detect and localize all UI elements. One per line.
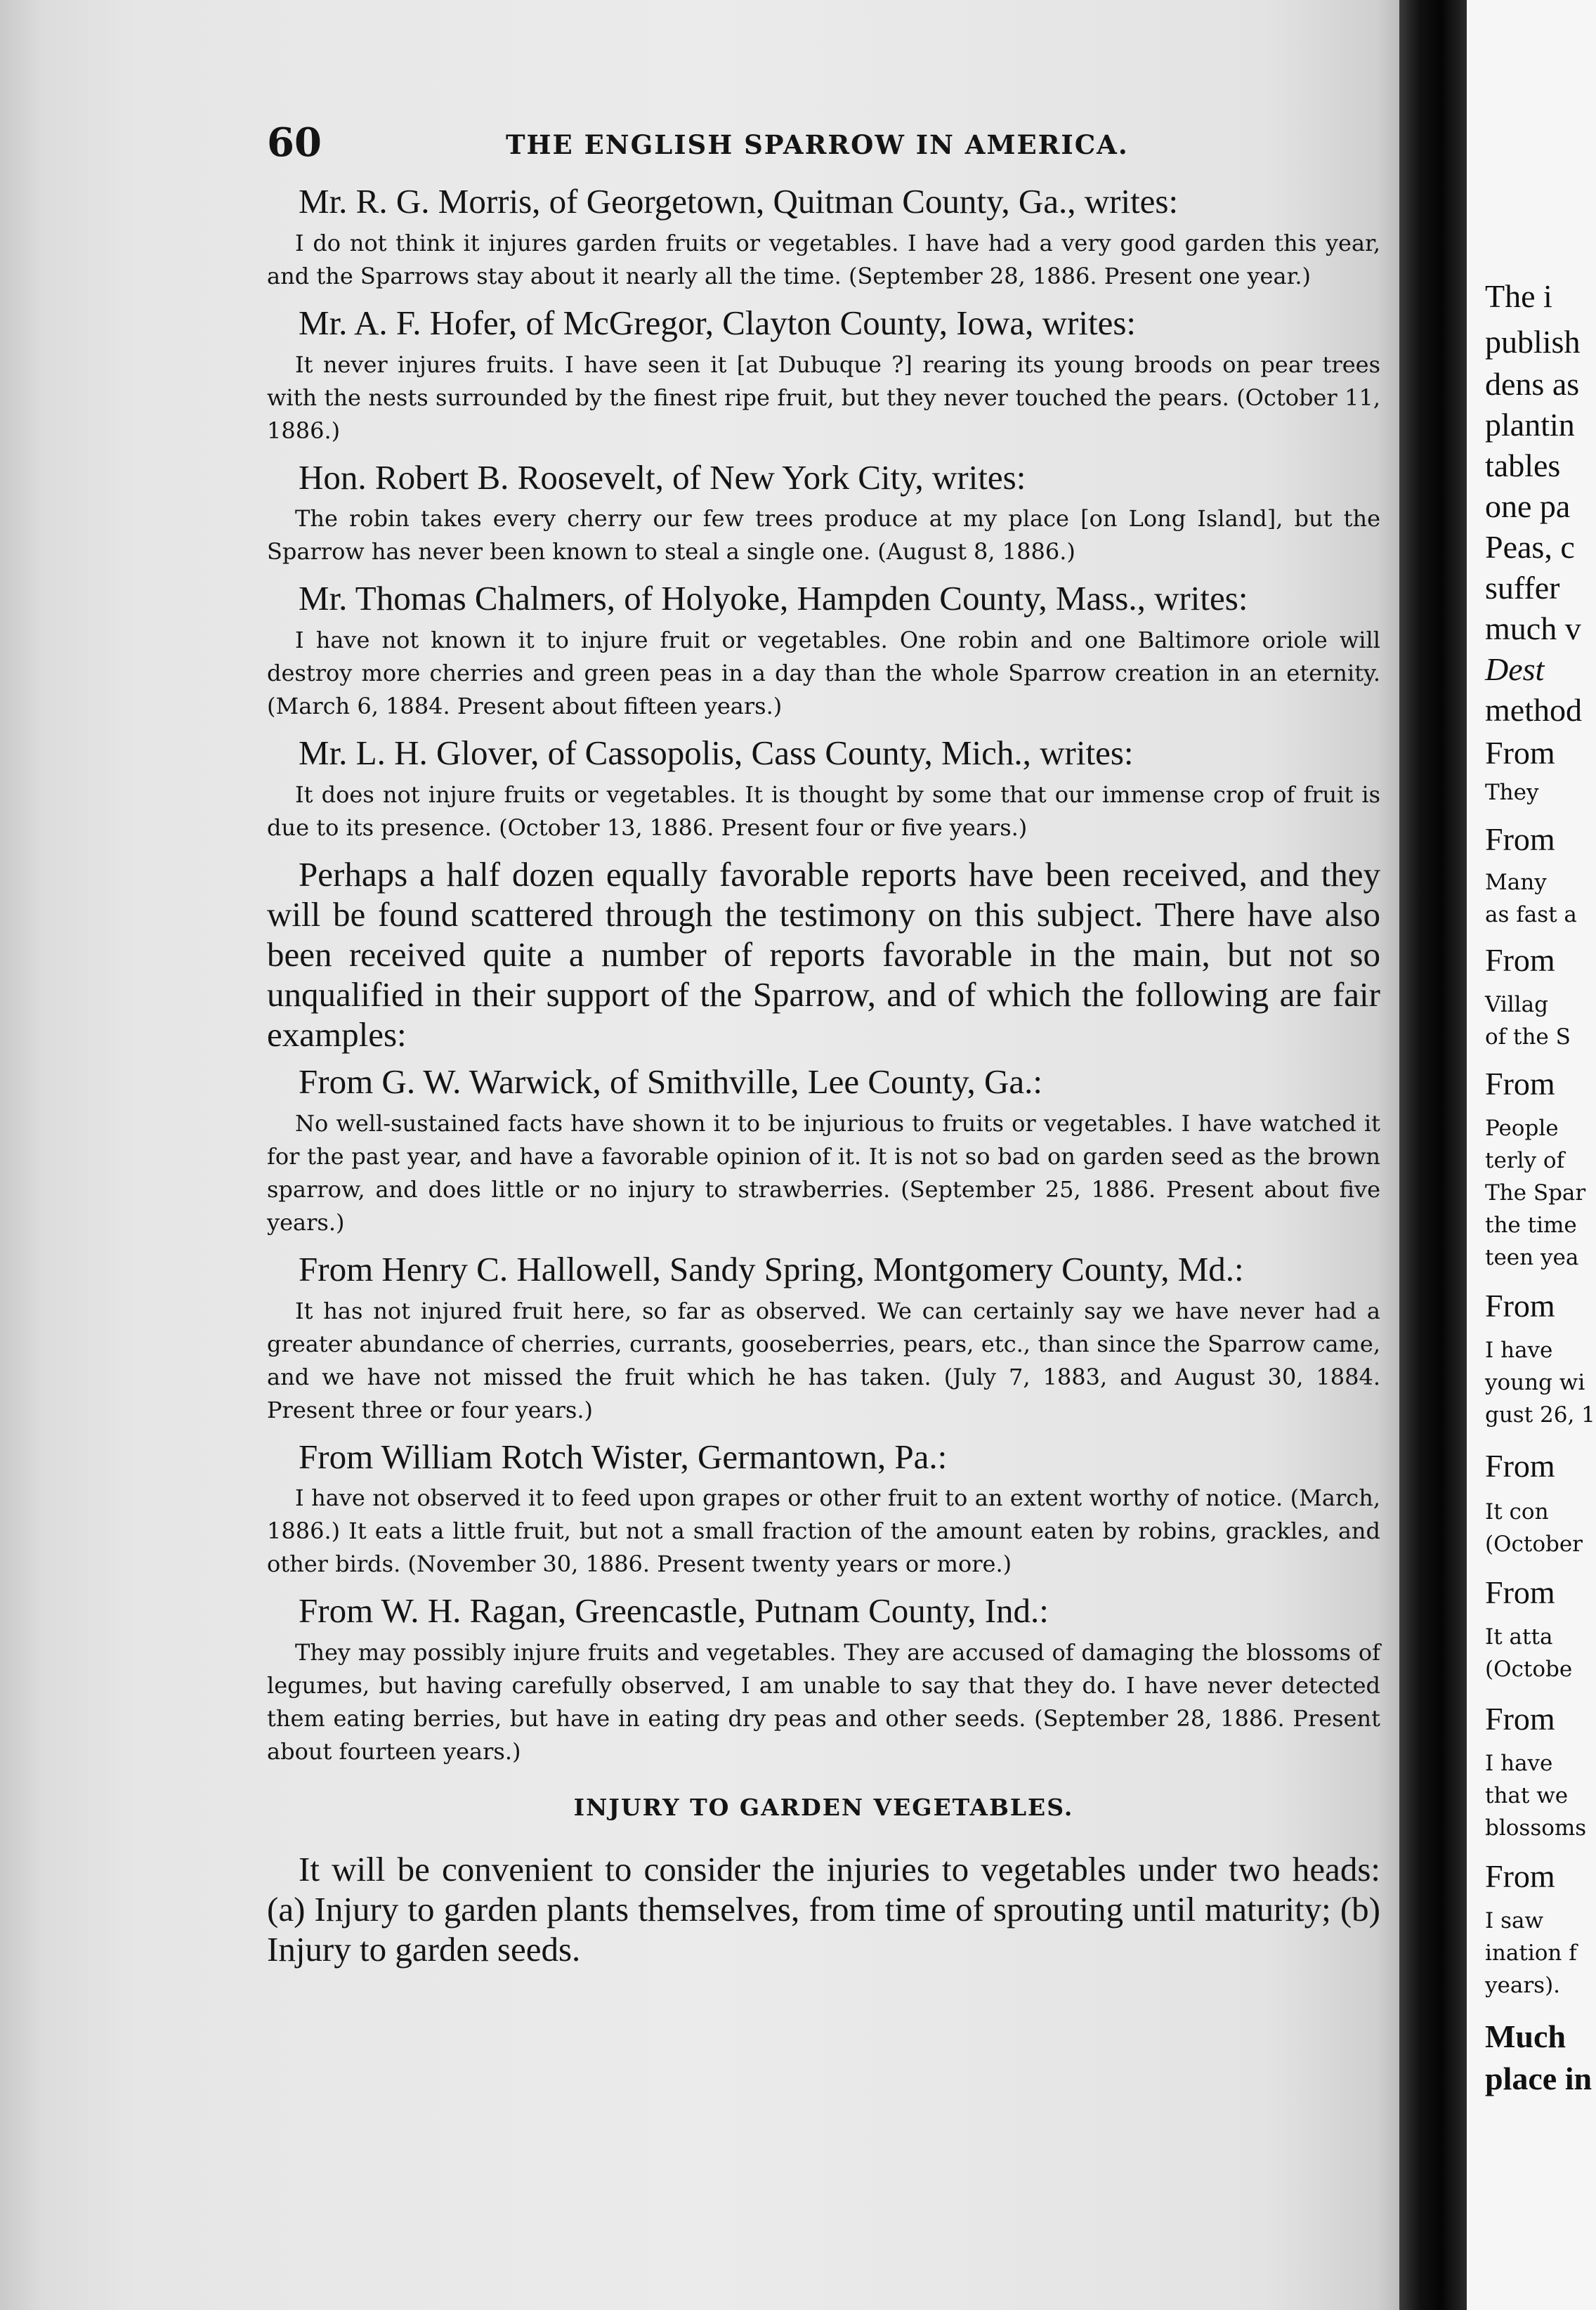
facing-page-fragment: From xyxy=(1485,821,1555,857)
correspondent-line: Hon. Robert B. Roosevelt, of New York City, writes: xyxy=(299,457,1026,497)
facing-page-fragment: plantin xyxy=(1485,407,1575,443)
facing-page-fragment: From xyxy=(1485,1701,1555,1737)
correspondent-line: Mr. A. F. Hofer, of McGregor, Clayton County, Iowa, writes: xyxy=(299,303,1137,342)
page-header xyxy=(267,119,1380,176)
correspondent-line: From Henry C. Hallowell, Sandy Spring, Montgomery County, Md.: xyxy=(299,1249,1244,1288)
facing-page-fragment: blossoms xyxy=(1485,1815,1587,1841)
report-quote: I have not observed it to feed upon grapes or other fruit to an extent worthy of notice. (March, 1886.) It eats a little fruit, but not a small fraction of the amount eaten by robins, grackles, and other birds. (November 30, 1886. Present twenty years or more.) xyxy=(267,1484,1380,1578)
favorable-report xyxy=(267,733,1380,844)
facing-page-fragment: From xyxy=(1485,1288,1555,1324)
report-quote: The robin takes every cherry our few trees produce at my place [on Long Island], but the Sparrow has never been known to steal a single one. (August 8, 1886.) xyxy=(267,505,1380,566)
facing-page-fragment: of the S xyxy=(1485,1024,1571,1050)
book-gutter xyxy=(1399,0,1467,2310)
facing-page-fragment: that we xyxy=(1485,1783,1569,1808)
facing-page-fragment: teen yea xyxy=(1485,1245,1579,1270)
qualified-report xyxy=(267,1591,1380,1768)
report-quote: It has not injured fruit here, so far as observed. We can certainly say we have never had a greater abundance of cherries, currants, gooseberries, pears, etc., than since the Sparrow came, and we have not missed the fruit which he has taken. (July 7, 1883, and August 30, 1884. Present three or four years.) xyxy=(267,1297,1380,1423)
qualified-report xyxy=(267,1249,1380,1427)
correspondent-line: Mr. L. H. Glover, of Cassopolis, Cass County, Mich., writes: xyxy=(299,733,1134,773)
report-quote: I do not think it injures garden fruits or vegetables. I have had a very good garden this year, and the Sparrows stay about it nearly all the time. (September 28, 1886. Present one year.) xyxy=(267,229,1380,289)
closing-paragraph: It will be convenient to consider the injuries to vegetables under two heads: (a) Injury to garden plants themselves, from time of sprouting until maturity; (b) Injury to garden seeds. xyxy=(267,1850,1380,1969)
facing-page-fragment: (Octobe xyxy=(1485,1657,1573,1682)
facing-page-fragment: one pa xyxy=(1485,488,1571,524)
facing-page-fragment: They xyxy=(1485,780,1539,805)
qualified-report xyxy=(267,1437,1380,1581)
facing-page-fragment: Much xyxy=(1485,2018,1566,2054)
correspondent-line: From W. H. Ragan, Greencastle, Putnam County, Ind.: xyxy=(299,1591,1049,1631)
facing-page-fragment: I saw xyxy=(1485,1908,1544,1933)
facing-page-fragment: From xyxy=(1485,735,1555,771)
report-quote: It never injures fruits. I have seen it [at Dubuque ?] rearing its young broods on pear trees with the nests surrounded by the finest ripe fruit, but they never touched the pears. (October 11, 1886.) xyxy=(267,351,1380,444)
facing-page-fragment: terly of xyxy=(1485,1148,1565,1173)
facing-page-fragment: From xyxy=(1485,1858,1555,1894)
correspondent-line: From G. W. Warwick, of Smithville, Lee County, Ga.: xyxy=(299,1062,1042,1101)
running-title: THE ENGLISH SPARROW IN AMERICA. xyxy=(506,129,1129,160)
facing-page-fragment: It con xyxy=(1485,1499,1549,1525)
facing-page-fragment: From xyxy=(1485,1448,1555,1484)
facing-page-fragment: From xyxy=(1485,942,1555,978)
facing-page-fragment: I have xyxy=(1485,1751,1553,1776)
facing-page-fragment: ination f xyxy=(1485,1940,1577,1966)
facing-page-fragment: young wi xyxy=(1485,1370,1585,1395)
favorable-report xyxy=(267,181,1380,293)
facing-page-fragment: The Spar xyxy=(1485,1180,1586,1206)
report-quote: They may possibly injure fruits and vegetables. They are accused of damaging the blossoms of legumes, but having carefully observed, I am unable to say that they do. I have never detected them eating berries, but have in eating dry peas and other seeds. (September 28, 1886. Present about fourteen years.) xyxy=(267,1639,1380,1766)
facing-page-fragment: I have xyxy=(1485,1338,1553,1363)
facing-page-fragment: much v xyxy=(1485,611,1581,646)
facing-page-fragment: From xyxy=(1485,1066,1555,1102)
facing-page-fragment: tables xyxy=(1485,448,1561,483)
facing-page-fragment: From xyxy=(1485,1574,1555,1610)
facing-page-edge xyxy=(1467,0,1596,2310)
facing-page-fragment: suffer xyxy=(1485,570,1560,606)
report-quote: No well-sustained facts have shown it to be injurious to fruits or vegetables. I have watched it for the past year, and have a favorable opinion of it. It is not so bad on garden seed as the brown sparrow, and does little or no injury to strawberries. (September 25, 1886. Present about five years.) xyxy=(267,1109,1380,1236)
favorable-report xyxy=(267,303,1380,448)
facing-page-fragment: as fast a xyxy=(1485,902,1577,927)
body-paragraph: Perhaps a half dozen equally favorable reports have been received, and they will be found scattered through the testimony on this subject. There have also been received quite a number of reports favorable in the main, but not so unqualified in their support of the Sparrow, and of which the following are fair examples: xyxy=(267,854,1380,1054)
correspondent-line: Mr. R. G. Morris, of Georgetown, Quitman County, Ga., writes: xyxy=(299,182,1179,221)
qualified-report xyxy=(267,1062,1380,1239)
facing-page-fragment: (October xyxy=(1485,1532,1583,1557)
facing-page-fragment: dens as xyxy=(1485,366,1580,402)
correspondent-line: From William Rotch Wister, Germantown, Pa.: xyxy=(299,1437,948,1476)
page-number: 60 xyxy=(267,119,322,166)
section-heading: INJURY TO GARDEN VEGETABLES. xyxy=(573,1794,1074,1822)
facing-page-fragment: method xyxy=(1485,692,1582,728)
facing-page-fragment: place in xyxy=(1485,2061,1592,2096)
facing-page-fragment: the time xyxy=(1485,1213,1577,1238)
facing-page-fragment: Many xyxy=(1485,870,1547,895)
correspondent-line: Mr. Thomas Chalmers, of Holyoke, Hampden County, Mass., writes: xyxy=(299,579,1248,618)
facing-page-fragment: Dest xyxy=(1485,651,1545,687)
report-quote: I have not known it to injure fruit or vegetables. One robin and one Baltimore oriole will destroy more cherries and green peas in a day than the whole Sparrow creation in an eternity. (March 6, 1884. Present about fifteen years.) xyxy=(267,627,1380,720)
favorable-report xyxy=(267,457,1380,569)
left-page-text xyxy=(267,119,1380,1976)
favorable-report xyxy=(267,578,1380,723)
facing-page-fragment: years). xyxy=(1485,1973,1561,1998)
report-quote: It does not injure fruits or vegetables. It is thought by some that our immense crop of fruit is due to its presence. (October 13, 1886. Present four or five years.) xyxy=(267,781,1380,841)
facing-page-fragment: People xyxy=(1485,1116,1559,1141)
facing-page-fragment: It atta xyxy=(1485,1624,1553,1650)
facing-page-fragment: Peas, c xyxy=(1485,529,1575,565)
facing-page-fragment: publish xyxy=(1485,324,1581,360)
facing-page-fragment: The i xyxy=(1485,278,1552,314)
facing-page-fragment: Villag xyxy=(1485,992,1548,1017)
facing-page-fragment: gust 26, 1 xyxy=(1485,1402,1595,1428)
